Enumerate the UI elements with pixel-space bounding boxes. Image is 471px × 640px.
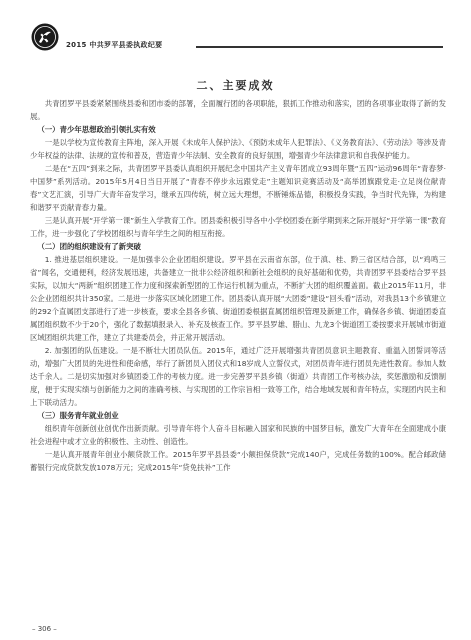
section-heading: 二、主要成效 bbox=[196, 79, 275, 92]
paragraph-5: 2. 加强团的队伍建设。一是不断壮大团员队伍。2015年，通过广泛开展增强共青团员意识主题教育、重温入团誓词等活动，增强广大团员的先进性和使命感，举行了新团员入团仪式和18岁成人立誓仪式，对团员青年进行团员先进性教育。参加人数达千余人。二是切实加强对乡镇团委工作的考核力度。进一步完善罗平县乡镇（街道）共青团工作考核办法，奖惩激励和反馈制度，便于实现实绩与创新能力之间的准确考核、与实现团的工作宗旨相一致等工作，结合地域发展和青年特点，实现团内民主和上下联动活力。 bbox=[30, 346, 446, 407]
paragraph-6: 组织青年创新创业创优作出新贡献。引导青年将个人奋斗目标融入国家和民族的中国梦目标，激发广大青年在全面建成小康社会进程中或才立业的积极性、主动性、创造性。 bbox=[30, 424, 446, 446]
subheading-1: （一）青少年思想政治引领扎实有效 bbox=[37, 125, 156, 134]
party-emblem-icon bbox=[30, 22, 60, 52]
running-header-title: 2015 中共罗平县委执政纪要 bbox=[66, 41, 163, 49]
page-number: – 306 – bbox=[32, 625, 57, 633]
page-header bbox=[0, 0, 471, 52]
paragraph-4: 1. 推进基层组织建设。一是加强非公企业团组织建设。罗平县在云南省东部，位于滇、桂、黔三省区结合部，以“鸡鸣三省”闻名，交通便利，经济发展迅速，共备建立一批非公经济组织和新社会组织的良好基础和优势，共青团罗平县委结合罗平县实际，以加大“两新”组织团建工作力度和探索新型团的工作运行机制为重点，不断扩大团的组织覆盖面。截止2015年11月，非公企业团组织共计350家。二是进一步落实区域化团建工作。团县委认真开展“大团委”建设“回头看”活动，对我县13个乡镇建立的292个直属团支部进行了进一步核查，要求全县各乡镇、街道团委根据直属团组织管理及新建工作，确保各乡镇、街道团委直属团组织数不少于20个，强化了数据填报录入、补充及核查工作。罗平县罗雄、腊山、九龙3个街道团工委按要求开展城市街道区域团组织共建工作，建立了共建委员会，并正常开展活动。 bbox=[30, 255, 446, 342]
intro-paragraph: 共青团罗平县委紧紧围绕县委和团市委的部署，全面履行团的各项职能，狠抓工作推动和落实，团的各项事业取得了新的发展。 bbox=[30, 99, 446, 121]
subheading-2: （二）团的组织建设有了新突破 bbox=[37, 242, 141, 251]
header-divider bbox=[196, 46, 443, 48]
paragraph-3: 三是认真开展“开学第一课”新生入学教育工作。团县委积极引导各中小学校团委在新学期到来之际开展好“开学第一课”教育工作，进一步强化了学校团组织与青年学生之间的相互衔接。 bbox=[30, 216, 446, 238]
paragraph-2: 二是在“五四”到来之际，共青团罗平县委认真组织开展纪念中国共产主义青年团成立93周年暨“五四”运动96周年“青春梦·中国梦”系列活动。2015年5月4日当日开展了“青春不停步永远跟党走”主题知识竞赛活动及“高举团旗跟党走·立足岗位献青春”文艺汇演，引导广大青年奋发学习，继承五四传统，树立远大理想，不断锤炼品德，积极投身实践，争当时代先锋，为构建和谐罗平贡献青春力量。 bbox=[30, 164, 446, 212]
paragraph-7: 一是认真开展青年创业小额贷款工作。2015年罗平县县委“小额担保贷款”完成140户，完成任务数的100%。配合邮政储蓄银行完成贷款发放1078万元；完成2015年“贷免扶补”工作 bbox=[30, 450, 446, 472]
paragraph-1: 一是以学校为宣传教育主阵地，深入开展《未成年人保护法》、《预防未成年人犯罪法》、《义务教育法》、《劳动法》等涉及青少年权益的法律、法规的宣传和普及，营造青少年法制、安全教育的良好氛围，增强青少年法律意识和自我保护能力。 bbox=[30, 138, 446, 160]
subheading-3: （三）服务青年就业创业 bbox=[37, 411, 119, 420]
document-body bbox=[30, 97, 446, 474]
